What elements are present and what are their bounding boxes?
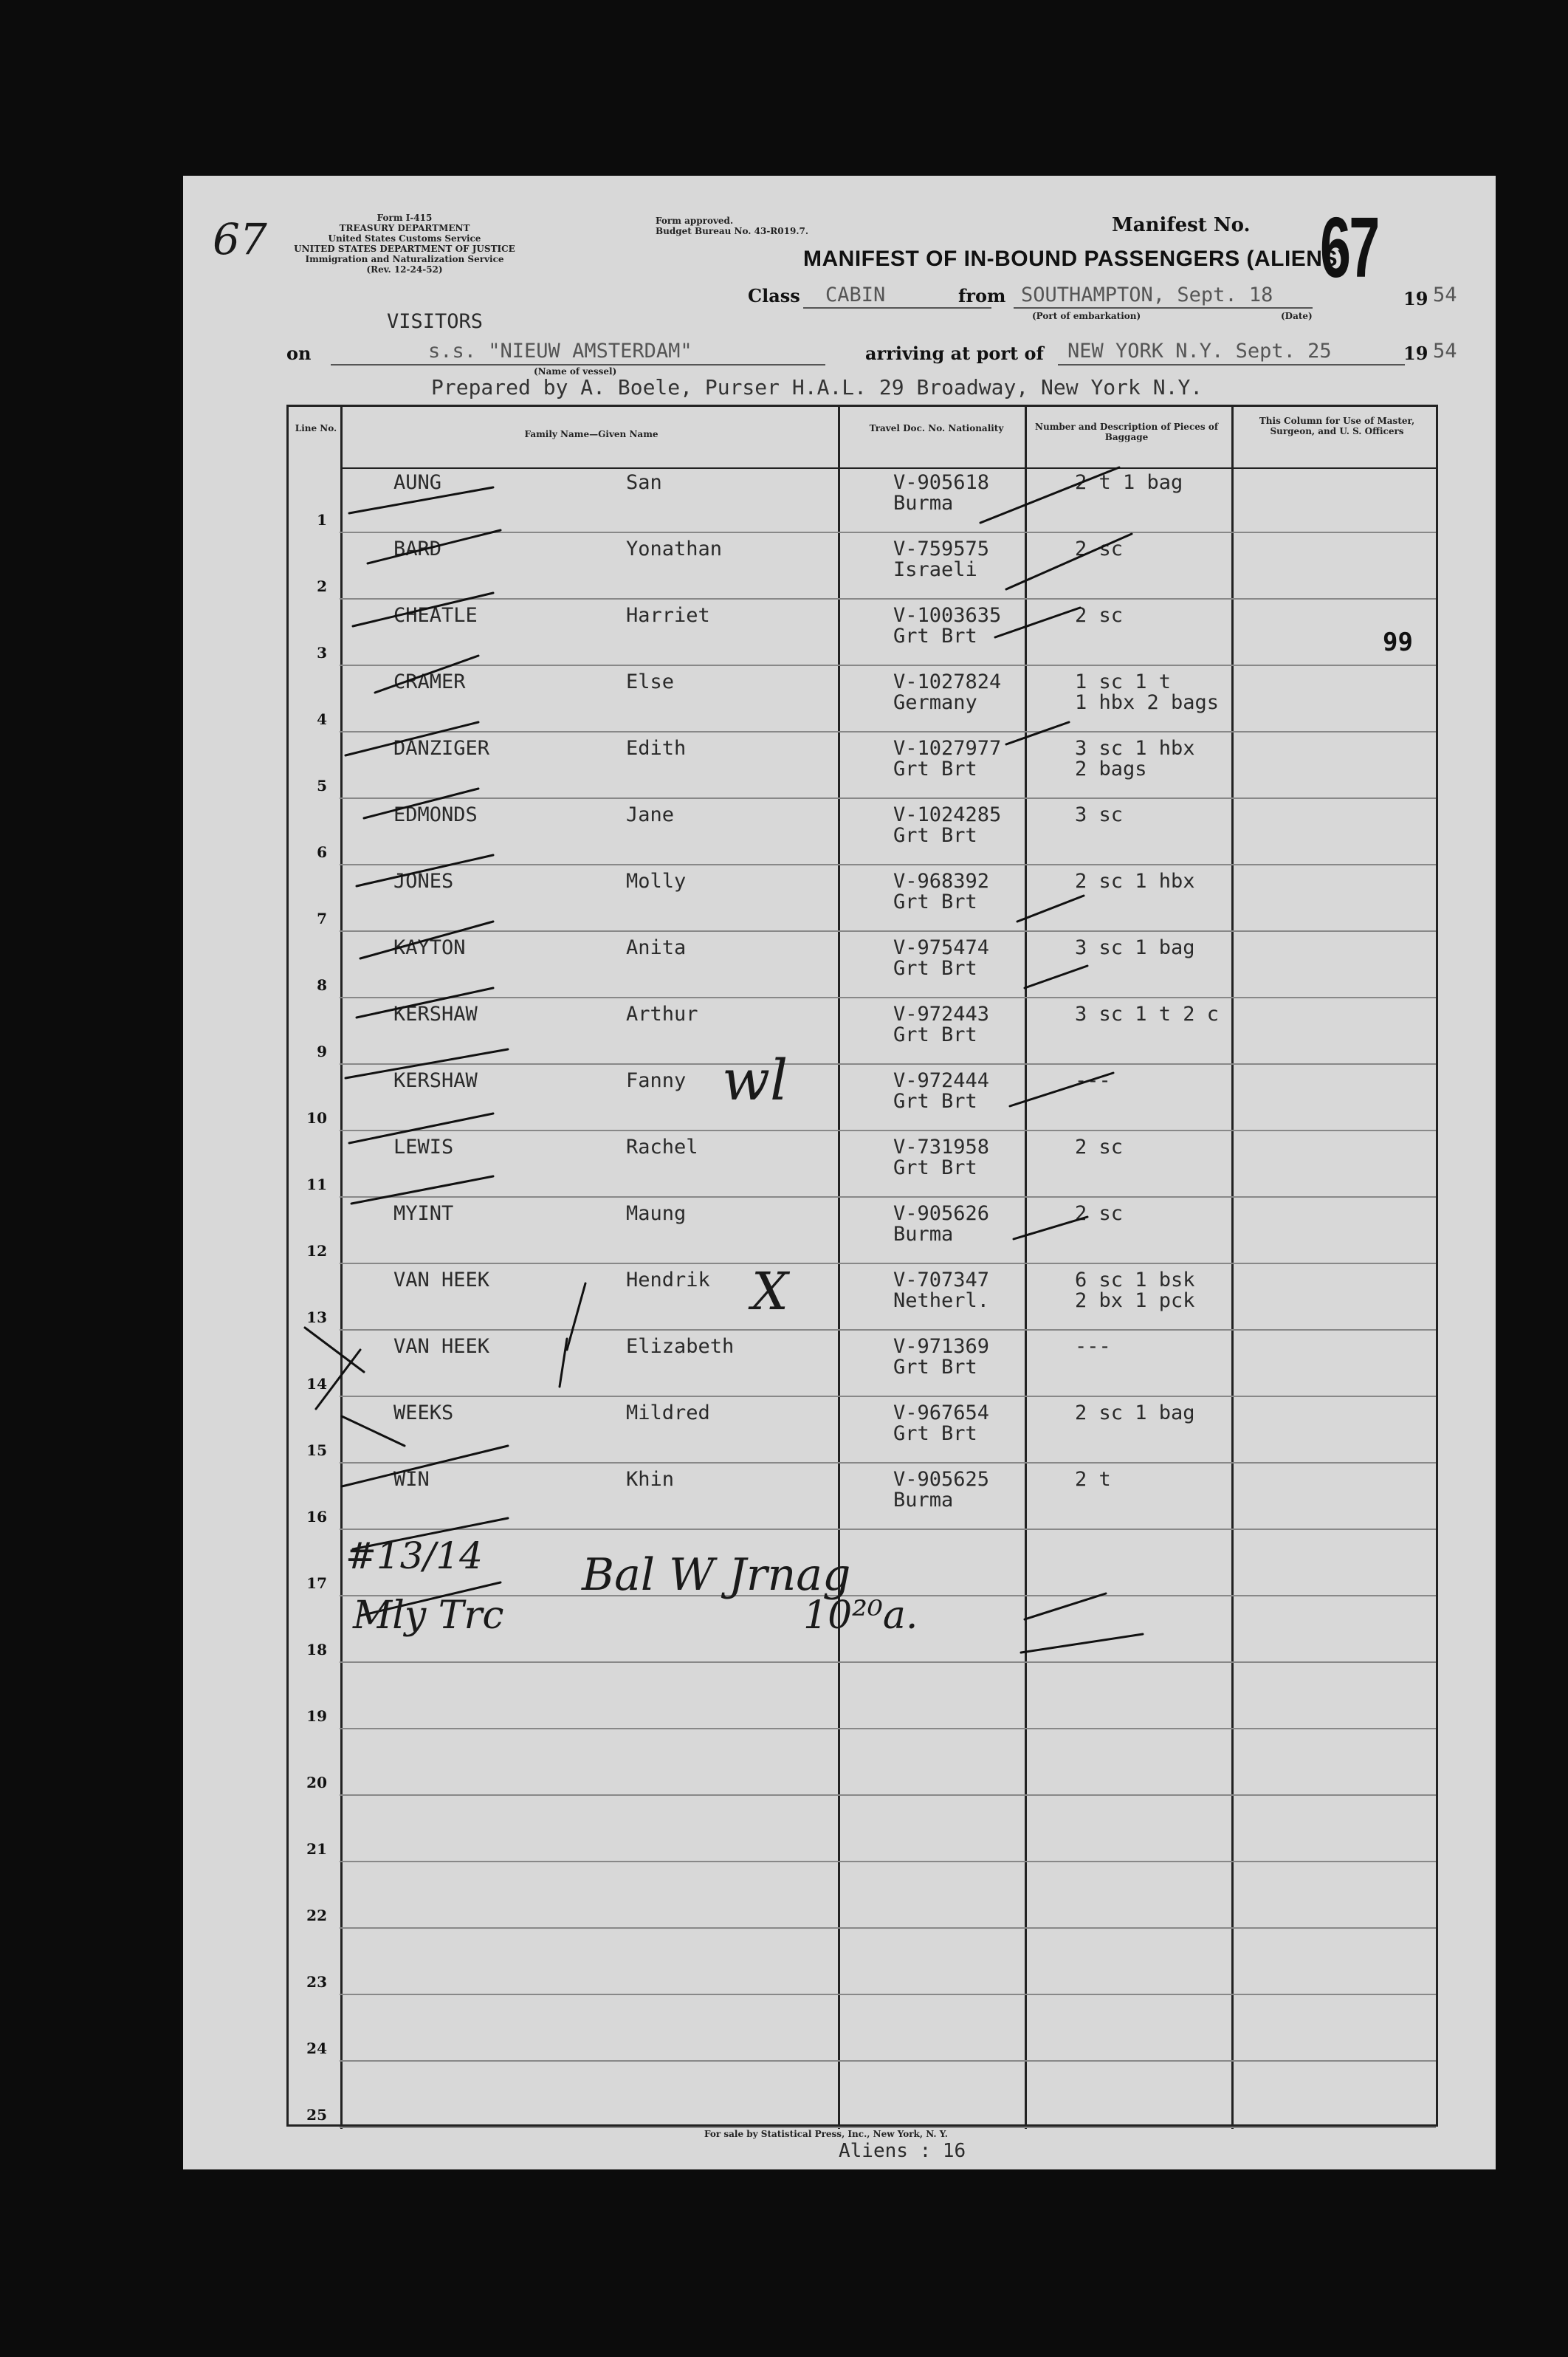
line-number: 12	[306, 1242, 327, 1260]
given-name: Hendrik	[626, 1269, 710, 1291]
port-caption: (Port of embarkation)	[1032, 311, 1141, 321]
line-number: 25	[306, 2106, 327, 2124]
line-number: 16	[306, 1508, 327, 1526]
given-name: Yonathan	[626, 538, 723, 560]
prepared-by: Prepared by A. Boele, Purser H.A.L. 29 Broadway, New York N.Y.	[431, 375, 1203, 399]
manifest-title: MANIFEST OF IN-BOUND PASSENGERS (ALIENS)	[803, 247, 1346, 271]
year-suffix-2: 54	[1433, 340, 1457, 363]
arriving-label: arriving at port of	[865, 343, 1044, 364]
given-name: Arthur	[626, 1003, 698, 1026]
given-name: San	[626, 471, 662, 494]
nationality: Burma	[893, 1489, 954, 1512]
given-name: Khin	[626, 1468, 675, 1491]
travel-doc-number: V-905618	[893, 471, 990, 494]
line-number: 10	[306, 1109, 327, 1127]
given-name: Harriet	[626, 604, 710, 627]
nationality: Grt Brt	[893, 758, 977, 780]
printer-credit: For sale by Statistical Press, Inc., New York, N. Y.	[704, 2129, 948, 2139]
manifest-number: 67	[1320, 199, 1378, 295]
nationality: Grt Brt	[893, 824, 977, 847]
hand-x-mark: X	[752, 1261, 788, 1322]
class-label: Class	[748, 285, 800, 306]
baggage-secondary: 1 hbx 2 bags	[1075, 691, 1220, 714]
family-name: VAN HEEK	[393, 1269, 490, 1291]
line-number: 5	[317, 777, 327, 795]
given-name: Maung	[626, 1202, 687, 1225]
given-name: Jane	[626, 803, 675, 826]
col-header-officers: This Column for Use of Master, Surgeon, and U. S. Officers	[1259, 416, 1415, 436]
family-name: WEEKS	[393, 1401, 454, 1424]
line-number: 11	[306, 1176, 327, 1193]
line-number: 1	[317, 511, 327, 529]
baggage-primary: 2 sc	[1075, 604, 1124, 627]
baggage-primary: 1 sc 1 t	[1075, 670, 1172, 693]
travel-doc-number: V-971369	[893, 1335, 990, 1358]
baggage-primary: 2 sc 1 hbx	[1075, 870, 1195, 893]
travel-doc-number: V-972444	[893, 1069, 990, 1092]
family-name: WIN	[393, 1468, 430, 1491]
family-name: VAN HEEK	[393, 1335, 490, 1358]
vessel-caption: (Name of vessel)	[534, 366, 617, 377]
baggage-primary: 2 t	[1075, 1468, 1111, 1491]
travel-doc-number: V-1003635	[893, 604, 1002, 627]
nationality: Grt Brt	[893, 957, 977, 980]
year-prefix-2: 19	[1403, 343, 1428, 364]
nationality: Grt Brt	[893, 1090, 977, 1113]
family-name: DANZIGER	[393, 737, 490, 760]
line-number: 4	[317, 710, 327, 728]
travel-doc-number: V-968392	[893, 870, 990, 893]
form-block: Form I-415 TREASURY DEPARTMENT United States Customs Service UNITED STATES DEPARTMENT OF JUSTICE Immigration and Naturalization Service (Rev. 12-24-52)	[294, 213, 515, 275]
line-number: 18	[306, 1641, 327, 1658]
baggage-primary: 2 sc 1 bag	[1075, 1401, 1195, 1424]
line-number: 21	[306, 1840, 327, 1858]
nationality: Burma	[893, 1223, 954, 1246]
nationality: Grt Brt	[893, 1156, 977, 1179]
baggage-secondary: 2 bags	[1075, 758, 1147, 780]
hand-wl: wl	[722, 1047, 788, 1113]
line-number: 20	[306, 1774, 327, 1791]
nationality: Netherl.	[893, 1289, 990, 1312]
line-number: 15	[306, 1441, 327, 1459]
hand-sub-note: Mly Trc	[353, 1593, 504, 1638]
baggage-primary: 3 sc 1 t 2 c	[1075, 1003, 1220, 1026]
from-value: SOUTHAMPTON, Sept. 18	[1021, 284, 1273, 306]
family-name: BARD	[393, 538, 442, 560]
travel-doc-number: V-905626	[893, 1202, 990, 1225]
given-name: Elizabeth	[626, 1335, 735, 1358]
line-number: 2	[317, 577, 327, 595]
line-number: 23	[306, 1973, 327, 1991]
class-value: CABIN	[825, 284, 886, 306]
nationality: Germany	[893, 691, 977, 714]
line-number: 19	[306, 1707, 327, 1725]
vessel-value: s.s. "NIEUW AMSTERDAM"	[428, 340, 692, 363]
officer-note: 99	[1383, 628, 1413, 657]
family-name: CRAMER	[393, 670, 466, 693]
manifest-no-label: Manifest No.	[1112, 214, 1251, 236]
hand-ref-note: Bal W Jrnag	[582, 1549, 851, 1601]
travel-doc-number: V-1027977	[893, 737, 1002, 760]
baggage-primary: 3 sc 1 hbx	[1075, 737, 1195, 760]
line-number: 14	[306, 1375, 327, 1393]
travel-doc-number: V-975474	[893, 936, 990, 959]
given-name: Anita	[626, 936, 687, 959]
visitors-label: VISITORS	[387, 310, 484, 333]
line-number: 3	[317, 644, 327, 662]
travel-doc-number: V-1024285	[893, 803, 1002, 826]
given-name: Molly	[626, 870, 687, 893]
col-header-name: Family Name—Given Name	[524, 429, 659, 439]
travel-doc-number: V-759575	[893, 538, 990, 560]
baggage-secondary: 2 bx 1 pck	[1075, 1289, 1195, 1312]
family-name: KERSHAW	[393, 1069, 478, 1092]
line-number: 8	[317, 976, 327, 994]
baggage-primary: 3 sc	[1075, 803, 1124, 826]
baggage-primary: 3 sc 1 bag	[1075, 936, 1195, 959]
given-name: Else	[626, 670, 675, 693]
travel-doc-number: V-972443	[893, 1003, 990, 1026]
nationality: Burma	[893, 492, 954, 515]
from-label: from	[958, 285, 1006, 306]
given-name: Rachel	[626, 1136, 698, 1159]
line-number: 24	[306, 2039, 327, 2057]
family-name: AUNG	[393, 471, 442, 494]
baggage-primary: 2 sc	[1075, 538, 1124, 560]
travel-doc-number: V-731958	[893, 1136, 990, 1159]
line-number: 6	[317, 843, 327, 861]
line-number: 13	[306, 1308, 327, 1326]
given-name: Fanny	[626, 1069, 687, 1092]
baggage-primary: 2 sc	[1075, 1202, 1124, 1225]
nationality: Grt Brt	[893, 891, 977, 913]
nationality: Grt Brt	[893, 1023, 977, 1046]
baggage-primary: 2 sc	[1075, 1136, 1124, 1159]
travel-doc-number: V-707347	[893, 1269, 990, 1291]
family-name: EDMONDS	[393, 803, 478, 826]
year-suffix-1: 54	[1433, 284, 1457, 306]
col-header-doc: Travel Doc. No. Nationality	[869, 423, 1004, 433]
nationality: Grt Brt	[893, 1422, 977, 1445]
family-name: KAYTON	[393, 936, 466, 959]
hand-corner-67: 67	[213, 214, 267, 264]
baggage-primary: ---	[1075, 1069, 1111, 1092]
col-header-baggage: Number and Description of Pieces of Baggage	[1035, 422, 1218, 442]
aliens-count: Aliens : 16	[839, 2140, 966, 2162]
travel-doc-number: V-905625	[893, 1468, 990, 1491]
line-number: 22	[306, 1907, 327, 1924]
baggage-primary: 2 t 1 bag	[1075, 471, 1183, 494]
family-name: CHEATLE	[393, 604, 478, 627]
travel-doc-number: V-967654	[893, 1401, 990, 1424]
on-label: on	[286, 343, 312, 364]
arriving-value: NEW YORK N.Y. Sept. 25	[1067, 340, 1332, 363]
given-name: Edith	[626, 737, 687, 760]
nationality: Grt Brt	[893, 625, 977, 648]
baggage-primary: ---	[1075, 1335, 1111, 1358]
family-name: MYINT	[393, 1202, 454, 1225]
line-number: 7	[317, 910, 327, 927]
travel-doc-number: V-1027824	[893, 670, 1002, 693]
date-caption: (Date)	[1281, 311, 1313, 321]
line-number: 9	[317, 1043, 327, 1060]
handwritten-marks	[183, 176, 1496, 2169]
col-header-line: Line No.	[295, 423, 337, 433]
family-name: JONES	[393, 870, 454, 893]
hand-time-note: 10²⁰a.	[803, 1593, 918, 1638]
family-name: KERSHAW	[393, 1003, 478, 1026]
approval-block: Form approved. Budget Bureau No. 43-R019.7.	[656, 216, 809, 236]
given-name: Mildred	[626, 1401, 710, 1424]
line-number: 17	[306, 1574, 327, 1592]
year-prefix-1: 19	[1403, 288, 1428, 309]
manifest-sheet	[183, 176, 1496, 2169]
nationality: Israeli	[893, 558, 977, 581]
baggage-primary: 6 sc 1 bsk	[1075, 1269, 1195, 1291]
nationality: Grt Brt	[893, 1356, 977, 1379]
family-name: LEWIS	[393, 1136, 454, 1159]
hand-hash-note: #13/14	[345, 1534, 483, 1577]
